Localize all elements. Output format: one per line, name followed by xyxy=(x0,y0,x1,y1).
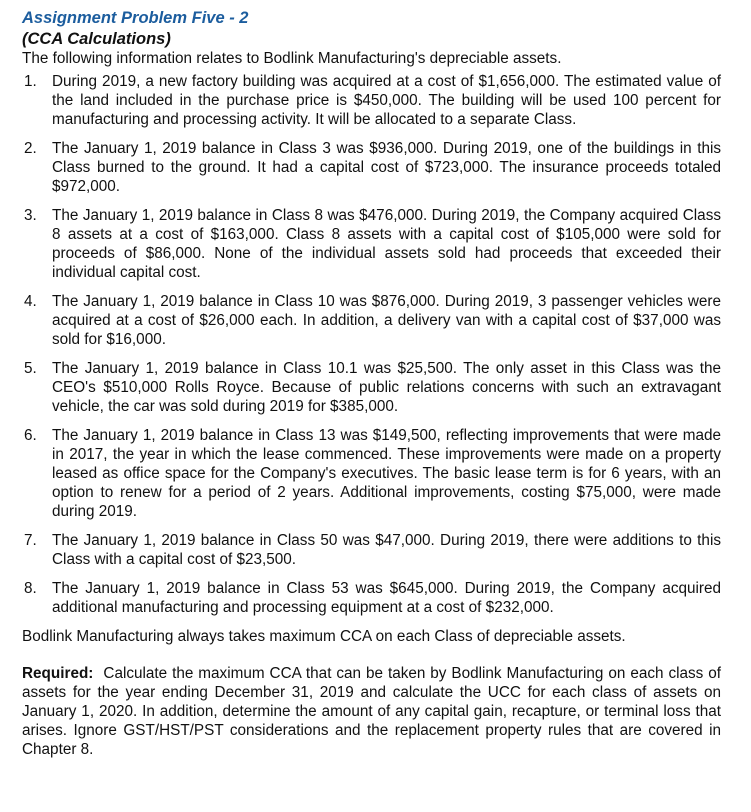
item-text: The January 1, 2019 balance in Class 53 was $645,000. During 2019, the Company acquired additional manufacturing and processing equipment at a cost of $232,000. xyxy=(52,580,721,616)
list-item xyxy=(22,579,721,617)
required-paragraph xyxy=(22,664,721,759)
list-item xyxy=(22,531,721,569)
item-number: 6. xyxy=(24,427,37,444)
item-list xyxy=(22,72,721,617)
item-number: 3. xyxy=(24,207,37,224)
item-text: The January 1, 2019 balance in Class 10.1 was $25,500. The only asset in this Class was the CEO's $510,000 Rolls Royce. Because of public relations concerns with such an extravagant vehicle, the car was sold during 2019 for $385,000. xyxy=(52,360,721,415)
item-number: 7. xyxy=(24,532,37,549)
assignment-title: Assignment Problem Five - 2 xyxy=(22,9,249,27)
list-item xyxy=(22,206,721,282)
item-text: The January 1, 2019 balance in Class 10 was $876,000. During 2019, 3 passenger vehicles were acquired at a cost of $26,000 each. In addition, a delivery van with a capital cost of $37,000 was sold for $16,000. xyxy=(52,293,721,348)
assignment-subtitle: (CCA Calculations) xyxy=(22,30,171,48)
item-number: 2. xyxy=(24,140,37,157)
item-text: The January 1, 2019 balance in Class 50 was $47,000. During 2019, there were additions to this Class with a capital cost of $23,500. xyxy=(52,532,721,568)
closing-text: Bodlink Manufacturing always takes maximum CCA on each Class of depreciable assets. xyxy=(22,628,626,645)
item-number: 8. xyxy=(24,580,37,597)
item-number: 4. xyxy=(24,293,37,310)
list-item xyxy=(22,292,721,349)
required-text: Calculate the maximum CCA that can be taken by Bodlink Manufacturing on each class of assets for the year ending December 31, 2019 and calculate the UCC for each class of assets on January 1, 2020. In addition, determine the amount of any capital gain, recapture, or terminal loss that arises. Ignore GST/HST/PST considerations and the replacement property rules that are covered in Chapter 8. xyxy=(22,665,721,758)
list-item xyxy=(22,139,721,196)
required-label: Required: xyxy=(22,665,94,682)
item-text: During 2019, a new factory building was acquired at a cost of $1,656,000. The estimated value of the land included in the purchase price is $450,000. The building will be used 100 percent for manufacturing and processing activity. It will be allocated to a separate Class. xyxy=(52,73,721,128)
item-number: 1. xyxy=(24,73,37,90)
intro-text: The following information relates to Bodlink Manufacturing's depreciable assets. xyxy=(22,50,562,67)
list-item xyxy=(22,72,721,129)
list-item xyxy=(22,359,721,416)
item-text: The January 1, 2019 balance in Class 8 was $476,000. During 2019, the Company acquired Class 8 assets at a cost of $163,000. Class 8 assets with a capital cost of $105,000 were sold for proceeds of $86,000. None of the individual assets sold had proceeds that exceeded their individual capital cost. xyxy=(52,207,721,281)
item-text: The January 1, 2019 balance in Class 13 was $149,500, reflecting improvements that were made in 2017, the year in which the lease commenced. These improvements were made on a property leased as office space for the Company's executives. The basic lease term is for 6 years, with an option to renew for a period of 2 years. Additional improvements, costing $75,000, were made during 2019. xyxy=(52,427,721,520)
item-text: The January 1, 2019 balance in Class 3 was $936,000. During 2019, one of the buildings in this Class burned to the ground. It had a capital cost of $723,000. The insurance proceeds totaled $972,000. xyxy=(52,140,721,195)
list-item xyxy=(22,426,721,521)
item-number: 5. xyxy=(24,360,37,377)
